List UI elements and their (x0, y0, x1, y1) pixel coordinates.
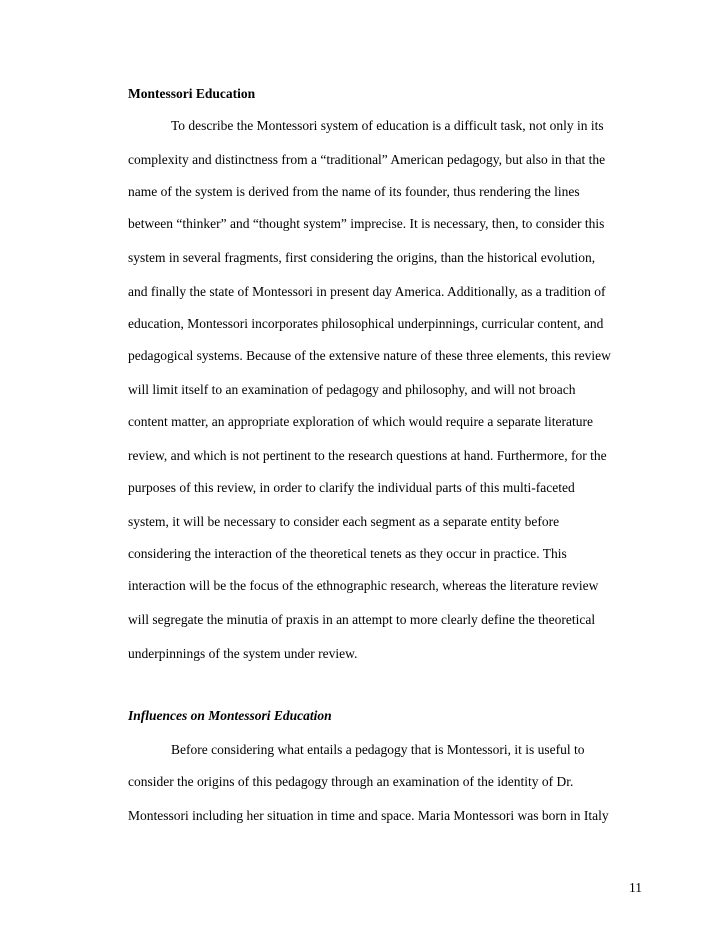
paragraph-line: Before considering what entails a pedagogy that is Montessori, it is useful to (171, 742, 585, 757)
paragraph-line: system, it will be necessary to consider each segment as a separate entity before (128, 514, 560, 529)
subsection-heading: Influences on Montessori Education (128, 708, 332, 723)
paragraph-line: purposes of this review, in order to clarify the individual parts of this multi-faceted (128, 480, 575, 495)
section-heading: Montessori Education (128, 86, 256, 101)
paragraph-line: content matter, an appropriate exploration of which would require a separate literature (128, 414, 594, 429)
paragraph-line: Montessori including her situation in time and space. Maria Montessori was born in Italy (128, 808, 609, 823)
paragraph-line: will limit itself to an examination of pedagogy and philosophy, and will not broach (128, 382, 576, 397)
paragraph-line: complexity and distinctness from a “traditional” American pedagogy, but also in that the (128, 152, 606, 167)
paragraph-line: underpinnings of the system under review. (128, 646, 358, 661)
paragraph-line: will segregate the minutia of praxis in an attempt to more clearly define the theoretical (128, 612, 596, 627)
paragraph-line: system in several fragments, first considering the origins, than the historical evolution, (128, 250, 596, 265)
paragraph-line: name of the system is derived from the name of its founder, thus rendering the lines (128, 184, 580, 199)
paragraph-line: interaction will be the focus of the ethnographic research, whereas the literature review (128, 578, 599, 593)
paragraph-line: education, Montessori incorporates philosophical underpinnings, curricular content, and (128, 316, 604, 331)
page-number: 11 (629, 880, 642, 895)
paragraph-line: pedagogical systems. Because of the extensive nature of these three elements, this review (128, 348, 611, 363)
paragraph-line: consider the origins of this pedagogy through an examination of the identity of Dr. (128, 774, 574, 789)
paragraph-line: To describe the Montessori system of education is a difficult task, not only in its (171, 118, 604, 133)
paragraph-line: between “thinker” and “thought system” imprecise. It is necessary, then, to consider this (128, 216, 605, 231)
paragraph-line: considering the interaction of the theoretical tenets as they occur in practice. This (128, 546, 567, 561)
paragraph-line: and finally the state of Montessori in present day America. Additionally, as a tradition of (128, 284, 606, 299)
paragraph-line: review, and which is not pertinent to the research questions at hand. Furthermore, for the (128, 448, 607, 463)
